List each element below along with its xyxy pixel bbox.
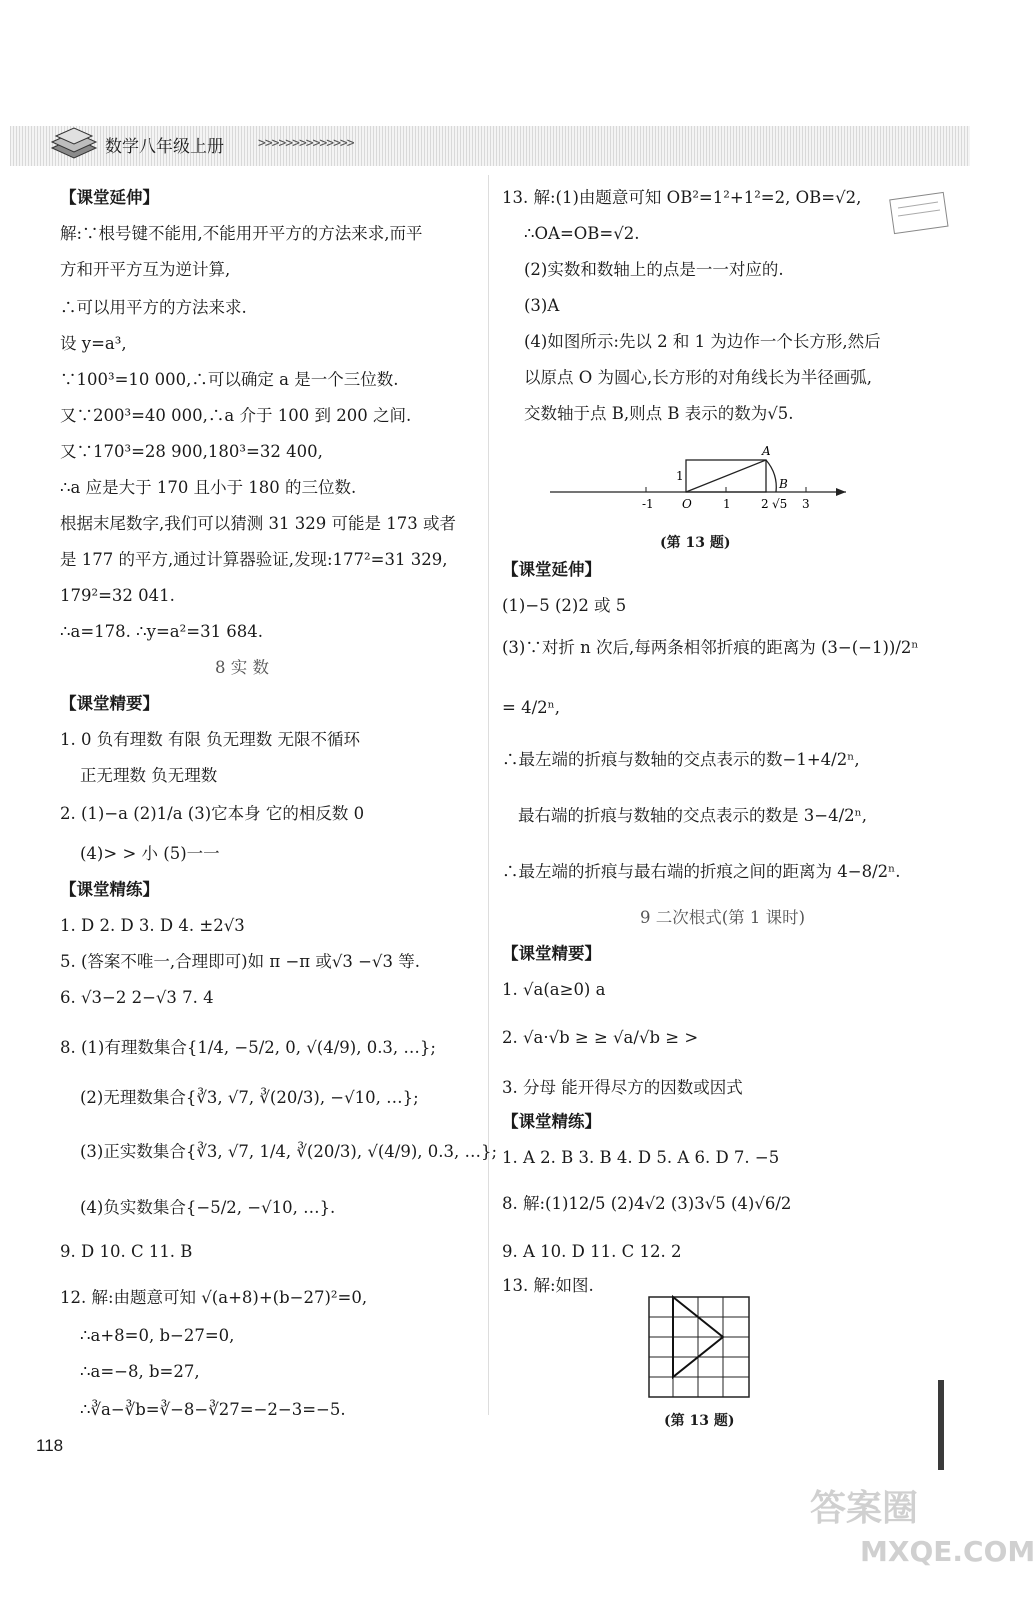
figure-caption: (第 13 题) bbox=[660, 535, 731, 551]
text-line: 2. √a·√b ≥ ≥ √a/√b ≥ > bbox=[502, 1028, 699, 1047]
text-line: 9. D 10. C 11. B bbox=[60, 1242, 193, 1261]
tick-label: √5 bbox=[772, 497, 788, 511]
watermark-text: 答案圈 bbox=[810, 1488, 919, 1529]
text-line: 13. 解:如图. bbox=[502, 1276, 594, 1295]
tick-label: 2 bbox=[761, 497, 769, 511]
text-line: (1)−5 (2)2 或 5 bbox=[502, 596, 627, 615]
text-line: ∴a+8=0, b−27=0, bbox=[80, 1326, 235, 1345]
text-line: 又∵170³=28 900,180³=32 400, bbox=[60, 442, 323, 461]
text-line: 8. 解:(1)12/5 (2)4√2 (3)3√5 (4)√6/2 bbox=[502, 1194, 792, 1213]
watermark-url: MXQE.COM bbox=[860, 1535, 1035, 1568]
text-line: 1. 0 负有理数 有限 负无理数 无限不循环 bbox=[60, 730, 360, 749]
text-line: 2. (1)−a (2)1/a (3)它本身 它的相反数 0 bbox=[60, 804, 365, 823]
text-line: ∴∛a−∛b=∛−8−∛27=−2−3=−5. bbox=[80, 1400, 346, 1419]
text-line: 3. 分母 能开得尽方的因数或因式 bbox=[502, 1078, 743, 1097]
text-line: (4)> > 小 (5)一一 bbox=[80, 844, 220, 863]
text-line: 以原点 O 为圆心,长方形的对角线长为半径画弧, bbox=[524, 368, 873, 387]
text-line: ∴a 应是大于 170 且小于 180 的三位数. bbox=[60, 478, 357, 497]
text-line: 解:∵根号键不能用,不能用开平方的方法来求,而平 bbox=[60, 224, 423, 243]
section-title: 8 实 数 bbox=[215, 658, 269, 677]
text-line: 13. 解:(1)由题意可知 OB²=1²+1²=2, OB=√2, bbox=[502, 188, 862, 207]
grid-figure bbox=[648, 1296, 750, 1400]
stamp-icon bbox=[888, 190, 950, 238]
edge-mark bbox=[938, 1380, 944, 1470]
text-line: ∴最左端的折痕与最右端的折痕之间的距离为 4−8/2ⁿ. bbox=[502, 862, 901, 881]
section-heading: 【课堂精练】 bbox=[60, 880, 159, 899]
section-heading: 【课堂精要】 bbox=[502, 944, 601, 963]
text-line: (3)正实数集合{∛3, √7, 1/4, ∛(20/3), √(4/9), 0.3, …}; bbox=[80, 1142, 498, 1161]
tick-label: -1 bbox=[642, 497, 654, 511]
tick-label: 1 bbox=[723, 497, 731, 511]
text-line: 6. √3−2 2−√3 7. 4 bbox=[60, 988, 214, 1007]
height-label: 1 bbox=[676, 469, 684, 483]
tick-label: 3 bbox=[802, 497, 810, 511]
text-line: (3)∵对折 n 次后,每两条相邻折痕的距离为 (3−(−1))/2ⁿ bbox=[502, 638, 919, 657]
text-line: ∴a=178. ∴y=a²=31 684. bbox=[60, 622, 264, 641]
text-line: 1. √a(a≥0) a bbox=[502, 980, 606, 999]
text-line: (4)如图所示:先以 2 和 1 为边作一个长方形,然后 bbox=[524, 332, 881, 351]
section-title: 9 二次根式(第 1 课时) bbox=[640, 908, 806, 927]
section-heading: 【课堂精练】 bbox=[502, 1112, 601, 1131]
text-line: 是 177 的平方,通过计算器验证,发现:177²=31 329, bbox=[60, 550, 448, 569]
text-line: 9. A 10. D 11. C 12. 2 bbox=[502, 1242, 682, 1261]
text-line: ∴OA=OB=√2. bbox=[524, 224, 640, 243]
text-line: 方和开平方互为逆计算, bbox=[60, 260, 231, 279]
tick-label: O bbox=[682, 497, 692, 511]
text-line: 5. (答案不唯一,合理即可)如 π −π 或√3 −√3 等. bbox=[60, 952, 420, 971]
text-line: (2)实数和数轴上的点是一一对应的. bbox=[524, 260, 784, 279]
column-divider bbox=[488, 175, 489, 1415]
book-icon bbox=[48, 118, 100, 162]
text-line: (4)负实数集合{−5/2, −√10, …}. bbox=[80, 1198, 336, 1217]
text-line: (3)A bbox=[524, 296, 560, 315]
axis-arrow bbox=[836, 488, 846, 496]
text-line: = 4/2ⁿ, bbox=[502, 698, 561, 717]
page-number: 118 bbox=[36, 1436, 64, 1455]
arc bbox=[766, 460, 776, 492]
text-line: 根据末尾数字,我们可以猜测 31 329 可能是 173 或者 bbox=[60, 514, 456, 533]
text-line: 1. D 2. D 3. D 4. ±2√3 bbox=[60, 916, 245, 935]
text-line: 交数轴于点 B,则点 B 表示的数为√5. bbox=[524, 404, 794, 423]
point-label: A bbox=[762, 444, 771, 458]
figure-caption: (第 13 题) bbox=[664, 1413, 735, 1429]
text-line: 179²=32 041. bbox=[60, 586, 175, 605]
text-line: ∴最左端的折痕与数轴的交点表示的数−1+4/2ⁿ, bbox=[502, 750, 860, 769]
text-line: 12. 解:由题意可知 √(a+8)+(b−27)²=0, bbox=[60, 1288, 368, 1307]
text-line: ∴a=−8, b=27, bbox=[80, 1362, 200, 1381]
text-line: 正无理数 负无理数 bbox=[80, 766, 218, 785]
text-line: 8. (1)有理数集合{1/4, −5/2, 0, √(4/9), 0.3, …}; bbox=[60, 1038, 436, 1057]
section-heading: 【课堂延伸】 bbox=[502, 560, 601, 579]
text-line: 又∵200³=40 000,∴a 介于 100 到 200 之间. bbox=[60, 406, 412, 425]
text-line: ∵100³=10 000,∴可以确定 a 是一个三位数. bbox=[60, 370, 399, 389]
text-line: 设 y=a³, bbox=[60, 334, 127, 353]
text-line: 1. A 2. B 3. B 4. D 5. A 6. D 7. −5 bbox=[502, 1148, 780, 1167]
text-line: (2)无理数集合{∛3, √7, ∛(20/3), −√10, …}; bbox=[80, 1088, 419, 1107]
number-line-figure bbox=[550, 440, 850, 520]
text-line: ∴可以用平方的方法来求. bbox=[60, 298, 247, 317]
section-heading: 【课堂延伸】 bbox=[60, 188, 159, 207]
section-heading: 【课堂精要】 bbox=[60, 694, 159, 713]
point-label: B bbox=[779, 477, 788, 491]
text-line: 最右端的折痕与数轴的交点表示的数是 3−4/2ⁿ, bbox=[518, 806, 868, 825]
header-title: 数学八年级上册 bbox=[105, 137, 224, 157]
header-arrows: >>>>>>>>>>>>>> bbox=[258, 136, 354, 151]
